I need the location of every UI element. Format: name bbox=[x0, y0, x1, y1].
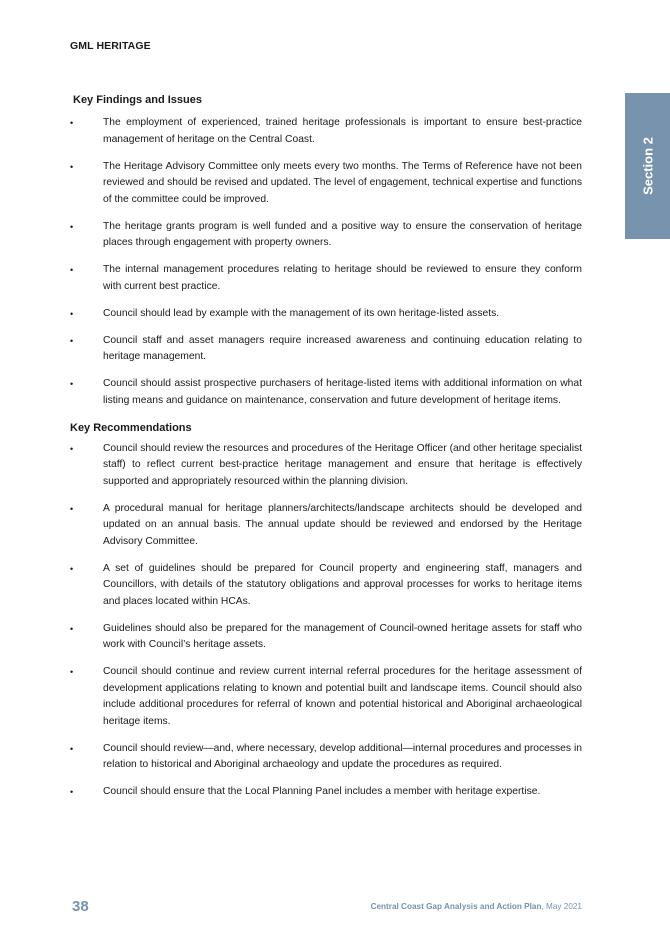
list-item: • Council should lead by example with the management of its own heritage-listed assets. bbox=[70, 306, 582, 323]
section-tab bbox=[625, 93, 670, 239]
recommendations-heading: Key Recommendations bbox=[70, 421, 192, 434]
list-item: • A procedural manual for heritage planners/architects/landscape architects should be developed and updated on an annual basis. The annual update should be reviewed and endorsed by the Heritage Advisory Committee. bbox=[70, 501, 582, 551]
footer-text bbox=[371, 902, 582, 911]
footer-doc-title: Central Coast Gap Analysis and Action Plan bbox=[370, 902, 542, 911]
list-item: • Council staff and asset managers require increased awareness and continuing education relating to heritage management. bbox=[70, 333, 582, 366]
section-tab-label: Section 2 bbox=[640, 137, 655, 195]
list-item: • A set of guidelines should be prepared for Council property and engineering staff, managers and Councillors, with details of the statutory obligations and approval processes for works to heritage items and places located within HCAs. bbox=[70, 561, 582, 611]
findings-heading: Key Findings and Issues bbox=[73, 94, 202, 106]
page-number: 38 bbox=[72, 898, 89, 915]
recommendations-list bbox=[70, 441, 582, 801]
list-item: • The heritage grants program is well funded and a positive way to ensure the conservation of heritage places through engagement with property owners. bbox=[70, 219, 582, 252]
footer-date: , May 2021 bbox=[541, 902, 582, 911]
findings-list bbox=[70, 115, 582, 409]
list-item: • Council should ensure that the Local Planning Panel includes a member with heritage expertise. bbox=[70, 784, 582, 801]
list-item: • Council should assist prospective purchasers of heritage-listed items with additional information on what listing means and guidance on maintenance, conservation and future development of heritage items. bbox=[70, 376, 582, 409]
running-header: GML HERITAGE bbox=[70, 40, 151, 52]
list-item: • The Heritage Advisory Committee only meets every two months. The Terms of Reference have not been reviewed and should be revised and updated. The level of engagement, technical expertise and functions of the committee could be improved. bbox=[70, 159, 582, 209]
list-item: • The employment of experienced, trained heritage professionals is important to ensure best-practice management of heritage on the Central Coast. bbox=[70, 115, 582, 148]
page-content bbox=[70, 92, 582, 811]
list-item: • The internal management procedures relating to heritage should be reviewed to ensure they conform with current best practice. bbox=[70, 262, 582, 295]
list-item: • Council should review—and, where necessary, develop additional—internal procedures and processes in relation to historical and Aboriginal archaeology and update the procedures as required. bbox=[70, 741, 582, 774]
list-item: • Guidelines should also be prepared for the management of Council-owned heritage assets for staff who work with Council’s heritage assets. bbox=[70, 621, 582, 654]
list-item: • Council should review the resources and procedures of the Heritage Officer (and other heritage specialist staff) to reflect current best-practice heritage management and ensure that heritage is effectively supported and appropriately resourced within the planning division. bbox=[70, 441, 582, 491]
list-item: • Council should continue and review current internal referral procedures for the heritage assessment of development applications relating to known and potential built and landscape items. Council should also include additional procedures for referral of known and potential historical and Aboriginal archaeological heritage items. bbox=[70, 664, 582, 730]
